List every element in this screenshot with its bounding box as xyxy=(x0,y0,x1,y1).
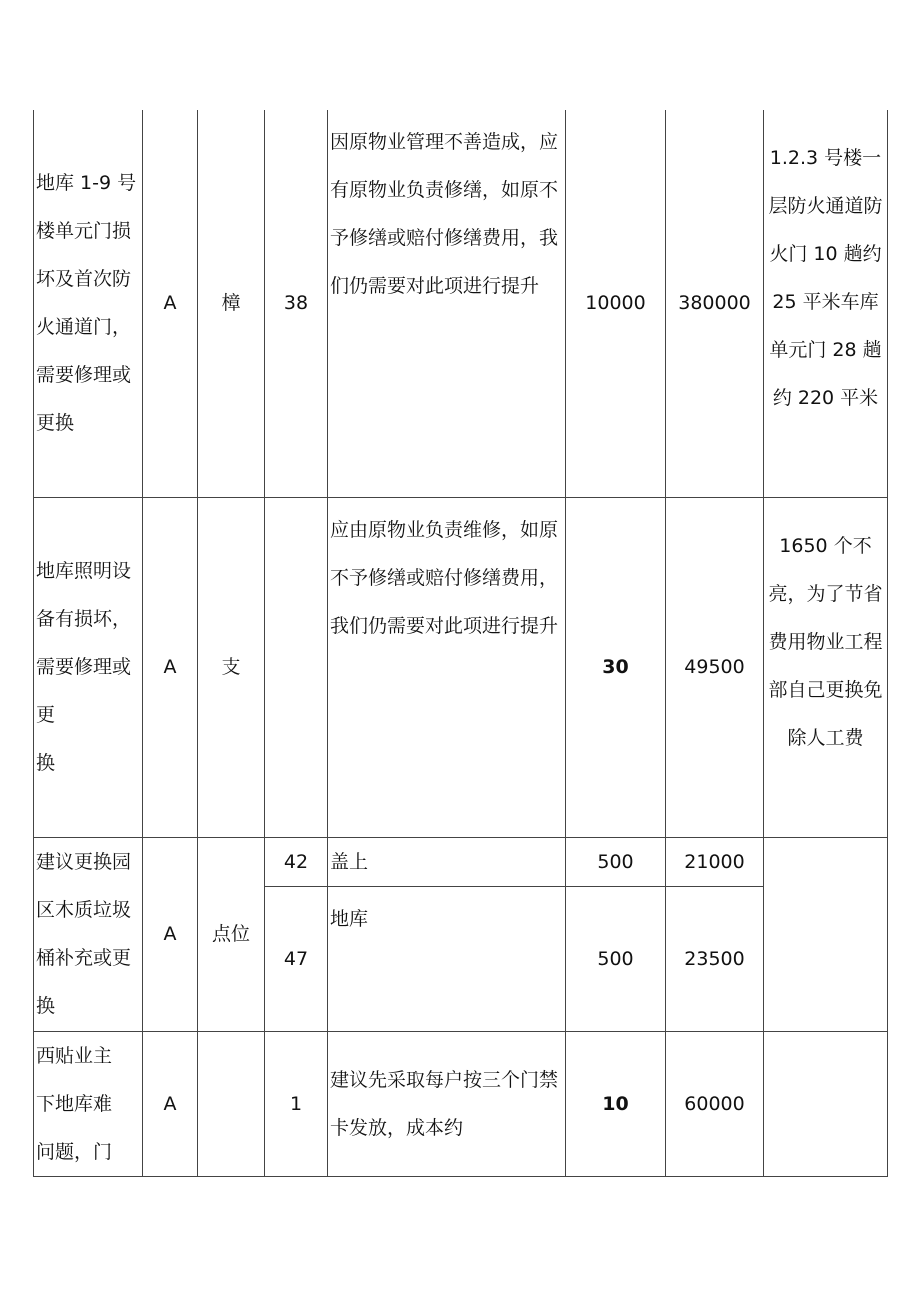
cost-table xyxy=(33,110,888,1177)
item-line: 换 xyxy=(36,995,56,1017)
unit-cell xyxy=(198,1031,265,1176)
item-line: 火通道门， xyxy=(36,316,132,339)
table-row xyxy=(34,497,888,837)
note-cell xyxy=(764,1031,888,1176)
item-cell xyxy=(34,1031,143,1176)
remark-text: 因原物业管理不善造成，应有原物业负责修缮，如原不予修缮或赔付修缮费用，我们仍需要对此项进行提升 xyxy=(330,131,559,297)
item-line: 需要修理或 xyxy=(36,364,132,387)
item-line: 下地库难 xyxy=(36,1092,113,1115)
grade-cell: A xyxy=(143,837,198,1031)
item-cell xyxy=(34,497,143,837)
total-cell: 49500 xyxy=(666,497,764,837)
table-row xyxy=(34,1031,888,1176)
total-cell: 60000 xyxy=(666,1031,764,1176)
remark-text: 应由原物业负责维修，如原不予修缮或赔付修缮费用，我们仍需要对此项进行提升 xyxy=(330,518,559,637)
item-line: 楼单元门损 xyxy=(36,220,132,243)
quantity-cell: 47 xyxy=(265,886,328,1031)
item-line: 需要修理或 xyxy=(36,656,132,678)
item-line: 西贴业主 xyxy=(36,1044,113,1067)
item-line: 地库照明设 xyxy=(36,560,132,582)
item-line: 地库 1-9 号 xyxy=(36,172,137,195)
unit-price-cell: 10000 xyxy=(566,110,666,497)
remark-cell: 建议先采取每户按三个门禁卡发放，成本约 xyxy=(328,1031,566,1176)
item-line: 桶补充或更 xyxy=(36,947,132,969)
item-cell xyxy=(34,837,143,1031)
total-cell: 23500 xyxy=(666,886,764,1031)
unit-price-cell: 10 xyxy=(566,1031,666,1176)
remark-cell: 盖上 xyxy=(328,837,566,886)
table-row xyxy=(34,837,888,886)
quantity-cell xyxy=(265,497,328,837)
unit-cell: 支 xyxy=(198,497,265,837)
item-line: 区木质垃圾 xyxy=(36,899,132,921)
item-line: 更 xyxy=(36,704,56,726)
quantity-cell: 38 xyxy=(265,110,328,497)
unit-cell: 点位 xyxy=(198,837,265,1031)
quantity-cell: 1 xyxy=(265,1031,328,1176)
quantity-cell: 42 xyxy=(265,837,328,886)
grade-cell: A xyxy=(143,497,198,837)
unit-cell: 樟 xyxy=(198,110,265,497)
item-line: 坏及首次防 xyxy=(36,268,132,291)
note-cell xyxy=(764,837,888,1031)
item-line: 换 xyxy=(36,752,56,774)
cost-table-sheet xyxy=(33,110,887,1177)
remark-cell xyxy=(328,886,566,1031)
total-cell: 380000 xyxy=(666,110,764,497)
table-row xyxy=(34,110,888,497)
item-cell xyxy=(34,110,143,497)
note-cell: 1.2.3 号楼一层防火通道防火门 10 趟约 25 平米车库单元门 28 趟约 220 平米 xyxy=(764,110,888,497)
total-cell: 21000 xyxy=(666,837,764,886)
item-line: 问题，门 xyxy=(36,1140,113,1163)
unit-price-cell: 500 xyxy=(566,886,666,1031)
item-line: 建议更换园 xyxy=(36,851,132,873)
grade-cell: A xyxy=(143,110,198,497)
note-cell: 1650 个不亮，为了节省费用物业工程部自己更换免除人工费 xyxy=(764,497,888,837)
unit-price-cell: 30 xyxy=(566,497,666,837)
unit-price-cell: 500 xyxy=(566,837,666,886)
remark-cell xyxy=(328,110,566,497)
remark-text: 地库 xyxy=(330,907,369,930)
item-line: 备有损坏， xyxy=(36,608,132,630)
grade-cell: A xyxy=(143,1031,198,1176)
remark-cell xyxy=(328,497,566,837)
item-line: 更换 xyxy=(36,412,75,435)
